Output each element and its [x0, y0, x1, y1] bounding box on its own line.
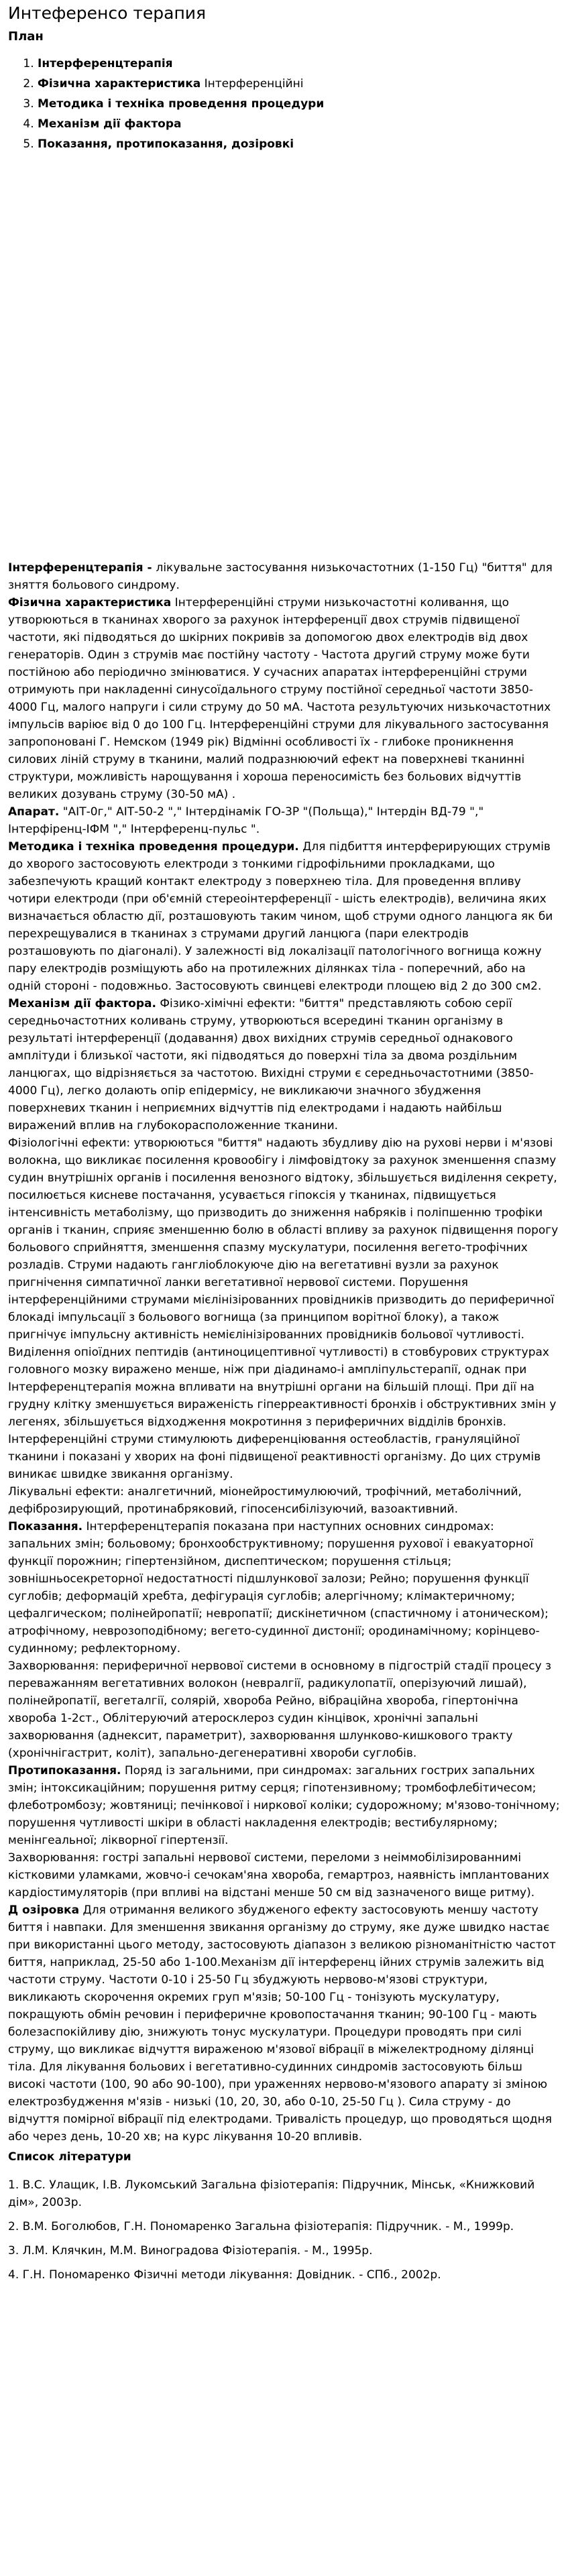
body-paragraph	[8, 838, 560, 995]
paragraph-text: Захворювання: гострі запальні нервової системи, переломи з неіммобілізированнимі кістковими уламками, жовчо-і сечокам'яна хвороба, гемартроз, наявність імплантованих кардіостимуляторів (при впливі на відстані менше 50 см від зазначеного вище ритму).	[8, 1851, 549, 1899]
paragraph-lead: Показання.	[8, 1520, 83, 1533]
paragraph-text: Лікувальні ефекти: аналгетичний, міонейростимулюючий, трофічний, метаболічний, дефіброзирующий, протинабряковий, гіпосенсибілізуючий, вазоактивний.	[8, 1485, 522, 1516]
paragraph-lead: Апарат.	[8, 805, 60, 819]
body-paragraph	[8, 803, 560, 838]
body-paragraph	[8, 1483, 560, 1518]
plan-item	[38, 95, 560, 113]
literature-item: 4. Г.Н. Пономаренко Фізичні методи лікування: Довідник. - СПб., 2002р.	[8, 2268, 441, 2282]
body-paragraph	[8, 1518, 560, 1657]
body-paragraph	[8, 1762, 560, 1849]
body-paragraph	[8, 1901, 560, 2146]
plan-item	[38, 115, 560, 133]
body-paragraph	[8, 559, 560, 594]
body-paragraph	[8, 995, 560, 1134]
paragraph-lead: Д озіровка	[8, 1904, 80, 1917]
paragraph-text: Для отримання великого збудженого ефекту застосовують меншу частоту биття і навпаки. Для зменшення звикання організму до струму, яке дуже швидко настає при використанні цього методу, застосовують діапазон з великою різноманітністю частот биття, наприклад, 25-50 або 1-100.Механізм дії інтерференц ійних струмів залежить від частоти струму. Частоти 0-10 і 25-50 Гц збуджують нервово-м'язові структури, викликають скорочення окремих груп м'язів; 50-100 Гц - тонізують мускулатуру, покращують обмін речовин і периферичне кровопостачання тканин; 90-100 Гц - мають болезаспокійливу дію, знижують тонус мускулатури. Процедури проводять при силі струму, що викликає відчуття вираженою м'язової вібрації в міжелектродному ділянці тіла. Для лікування больових і вегетативно-судинних синдромів застосовують більш високі частоти (100, 90 або 90-100), при ураженнях нервово-м'язового апарату зі зміною електрозбудження м'язів - низькі (10, 20, 30, або 0-10, 25-50 Гц ). Сила струму - до відчуття помірної вібрації під електродами. Тривалість процедур, що проводяться щодня або через день, 10-20 хв; на курс лікування 10-20 впливів.	[8, 1904, 556, 2144]
document-body	[8, 559, 560, 2146]
literature-heading: Список літератури	[8, 2150, 131, 2164]
literature-item: 3. Л.М. Клячкин, М.М. Виноградова Фізіотерапія. - М., 1995р.	[8, 2244, 373, 2258]
document-title: Интеференсо терапия	[8, 3, 207, 23]
paragraph-text: лікувальне застосування низькочастотних (1-150 Гц) "биття" для зняття больового синдрому.	[8, 561, 553, 592]
paragraph-lead: Протипоказання.	[8, 1764, 121, 1777]
body-paragraph	[8, 594, 560, 803]
literature-item: 1. В.С. Улащик, І.В. Лукомський Загальна фізіотерапія: Підручник, Мінськ, «Книжковий дім», 2003р.	[8, 2178, 535, 2209]
paragraph-text: Для підбиття интерферирующих струмів до хворого застосовують електроди з тонкими гідрофільними прокладками, що забезпечують кращий контакт електроду з поверхнею тіла. Для проведення впливу чотири електроди (при об'ємній стереоінтерференції - шість електродів), величина яких визначається областю дії, розташовують таким чином, щоб струми одного ланцюга як би перехрещувалися в тканинах з струмами другий ланцюга (пари електродів розташовують по діагоналі). У залежності від локалізації патологічного вогнища кожну пару електродів розміщують або на протилежних ділянках тіла - поперечний, або на одній стороні - подовжньо. Застосовують свинцеві електроди площею від 2 до 300 см2.	[8, 840, 553, 993]
plan-item	[38, 75, 560, 93]
paragraph-text: Інтерференцтерапія показана при наступних основних синдромах: запальних змін; больовому; бронхообструктивному; порушення рухової і евакуаторної функції порожнин; гіпертензійном, диспептическом; порушення стільця; зовнішньосекреторної недостатності підшлункової залози; Рейно; порушення функції суглобів; деформацій хребта, дефігурація суглобів; алергічному; клімактеричному; цефалгическом; полінейропатії; невропатії; дискінетичном (спастичному і атоническом); атрофічному, неврозоподібному; вегето-судинної дистонії; ородинамічному; корінцево-судинному; рефлекторному.	[8, 1520, 549, 1655]
plan-list	[8, 55, 560, 153]
plan-item-title: Фізична характеристика	[38, 77, 201, 91]
paragraph-lead: Інтерференцтерапія -	[8, 561, 156, 575]
blank-area	[8, 156, 560, 559]
paragraph-text: Фізіологічні ефекти: утворюються "биття" надають збудливу дію на рухові нерви і м'язові волокна, що викликає посилення кровообігу і лімфовідтоку за рахунок зменшення спазму судин внутрішніх органів і посилення венозного відтоку, збільшується виділення секрету, посилюється кисневе постачання, усувається гіпоксія у тканинах, підвищується інтенсивність метаболізму, що призводить до зниження набряків і поліпшенню трофіки органів і тканин, сприяє зменшенню болю в області впливу за рахунок підвищення порогу больового сприйняття, зменшення спазму мускулатури, посилення вегето-трофічних розладів. Струми надають гангліоблокуюче дію на вегетативні вузли за рахунок пригнічення симпатичної ланки вегетативної нервової системи. Порушення інтерференційними струмами мієлінізірованних провідників призводить до периферичної блокаді імпульсації з больового вогнища (за принципом ворітної блоку), а також пригнічує імпульсну активність немієлінізірованних провідників больової чутливості. Виділення опіоїдних пептидів (антиноцицептивної чутливості) в стовбурових структурах головного мозку виражено менше, ніж при діадинамо-і ампліпульстерапії, однак при Інтерференцтерапія можна впливати на внутрішні органи на більшій площі. При дії на грудну клітку зменшується вираженість гіперреактивності бронхів і обструктивних змін у легенях, збільшується відходження мокротиння з периферичних відділів бронхів. Інтерференційні струми стимулюють диференціювання остеобластів, грануляційної тканини і показані у хворих на фоні підвищеної реактивності організму. До цих струмів виникає швидке звикання організму.	[8, 1136, 559, 1481]
plan-item	[38, 135, 560, 153]
plan-item-rest: Інтерференційні	[201, 77, 304, 91]
paragraph-text: Фізико-хімічні ефекти: "биття" представляють собою серії середньочастотних коливань струму, утворюються всередині тканин організму в результаті інтерференції (додавання) двох вихідних струмів середньої однакового амплітуди і близької частоти, які підводяться до поверхні тіла за двома роздільним ланцюгах, що відрізняється за частотою. Вихідні струми є середньочастотними (3850-4000 Гц), легко долають опір епідермісу, не викликаючи значного збудження поверхневих тканин і неприємних відчуттів під електродами і надають найбільш виражений вплив на глубокорасположенние тканини.	[8, 997, 534, 1132]
paragraph-text: Поряд із загальними, при синдромах: загальних гострих запальних змін; інтоксикаційним; порушення ритму серця; гіпотензивному; тромбофлебітичесом; флеботромбозу; жовтяниці; печінкової і ниркової коліки; судорожному; м'язово-тонічному; порушення чутливості шкіри в області накладення електродів; вестибулярному; менінгеальної; лікворної гіпертензії.	[8, 1764, 560, 1847]
paragraph-text: Захворювання: периферичної нервової системи в основному в підгострій стадії процесу з переважанням вегетативних волокон (невралгії, радикулопатії, оперізуючий лишай), полінейропатії, вегеталгії, солярій, хвороба Рейно, вібраційна хвороба, гіпертонічна хвороба 1-2ст., Облітеруючий атеросклероз судин кінцівок, хронічні запальні захворювання (аднексит, параметрит), захворювання шлунково-кишкового тракту (хронічнігастрит, коліт), запально-дегенеративні хвороби суглобів.	[8, 1659, 552, 1760]
body-paragraph	[8, 1657, 560, 1762]
paragraph-text: Інтерференційні струми низькочастотні коливання, що утворюються в тканинах хворого за рахунок інтерференції двох струмів підвищеної частоти, які підводяться до шкірних покривів за допомогою двох електродів від двох генераторів. Один з струмів має постійну частоту - Частота другий струму може бути постійною або періодично змінюватися. У сучасних апаратах інтерференційні струми отримують при накладенні синусоїдального струму постійної середньої частоти 3850-4000 Гц, малого напруги і сили струму до 50 мА. Частота результуючих низькочастотних імпульсів варіює від 0 до 100 Гц. Інтерференційні струми для лікувального застосування запропоновані Г. Немском (1949 рік) Відмінні особливості їх - глибоке проникнення силових ліній струму в тканини, малий подразнюючий ефект на поверхневі тканинні структури, можливість нарощування і хороша переносимість без больових відчуттів великих дозувань струму (30-50 мА) .	[8, 596, 551, 801]
paragraph-lead: Методика і техніка проведення процедури.	[8, 840, 299, 854]
paragraph-text: "АІТ-0г," АІТ-50-2 "," Інтердінамік ГО-3Р "(Польща)," Інтердін ВД-79 "," Інтерфіренц-ІФМ "," Інтерференц-пульс ".	[8, 805, 484, 836]
body-paragraph	[8, 1134, 560, 1483]
plan-item-title: Інтерференцтерапія	[38, 57, 173, 70]
plan-item	[38, 55, 560, 72]
literature-list	[8, 2176, 560, 2284]
plan-item-title: Показання, протипоказання, дозіровкі	[38, 137, 294, 151]
paragraph-lead: Фізична характеристика	[8, 596, 172, 609]
plan-heading: План	[8, 30, 44, 44]
paragraph-lead: Механізм дії фактора.	[8, 997, 156, 1010]
plan-item-title: Механізм дії фактора	[38, 117, 182, 131]
plan-item-title: Методика і техніка проведення процедури	[38, 97, 325, 111]
literature-item: 2. В.М. Боголюбов, Г.Н. Пономаренко Загальна фізіотерапія: Підручник. - М., 1999р.	[8, 2220, 514, 2233]
body-paragraph	[8, 1849, 560, 1901]
